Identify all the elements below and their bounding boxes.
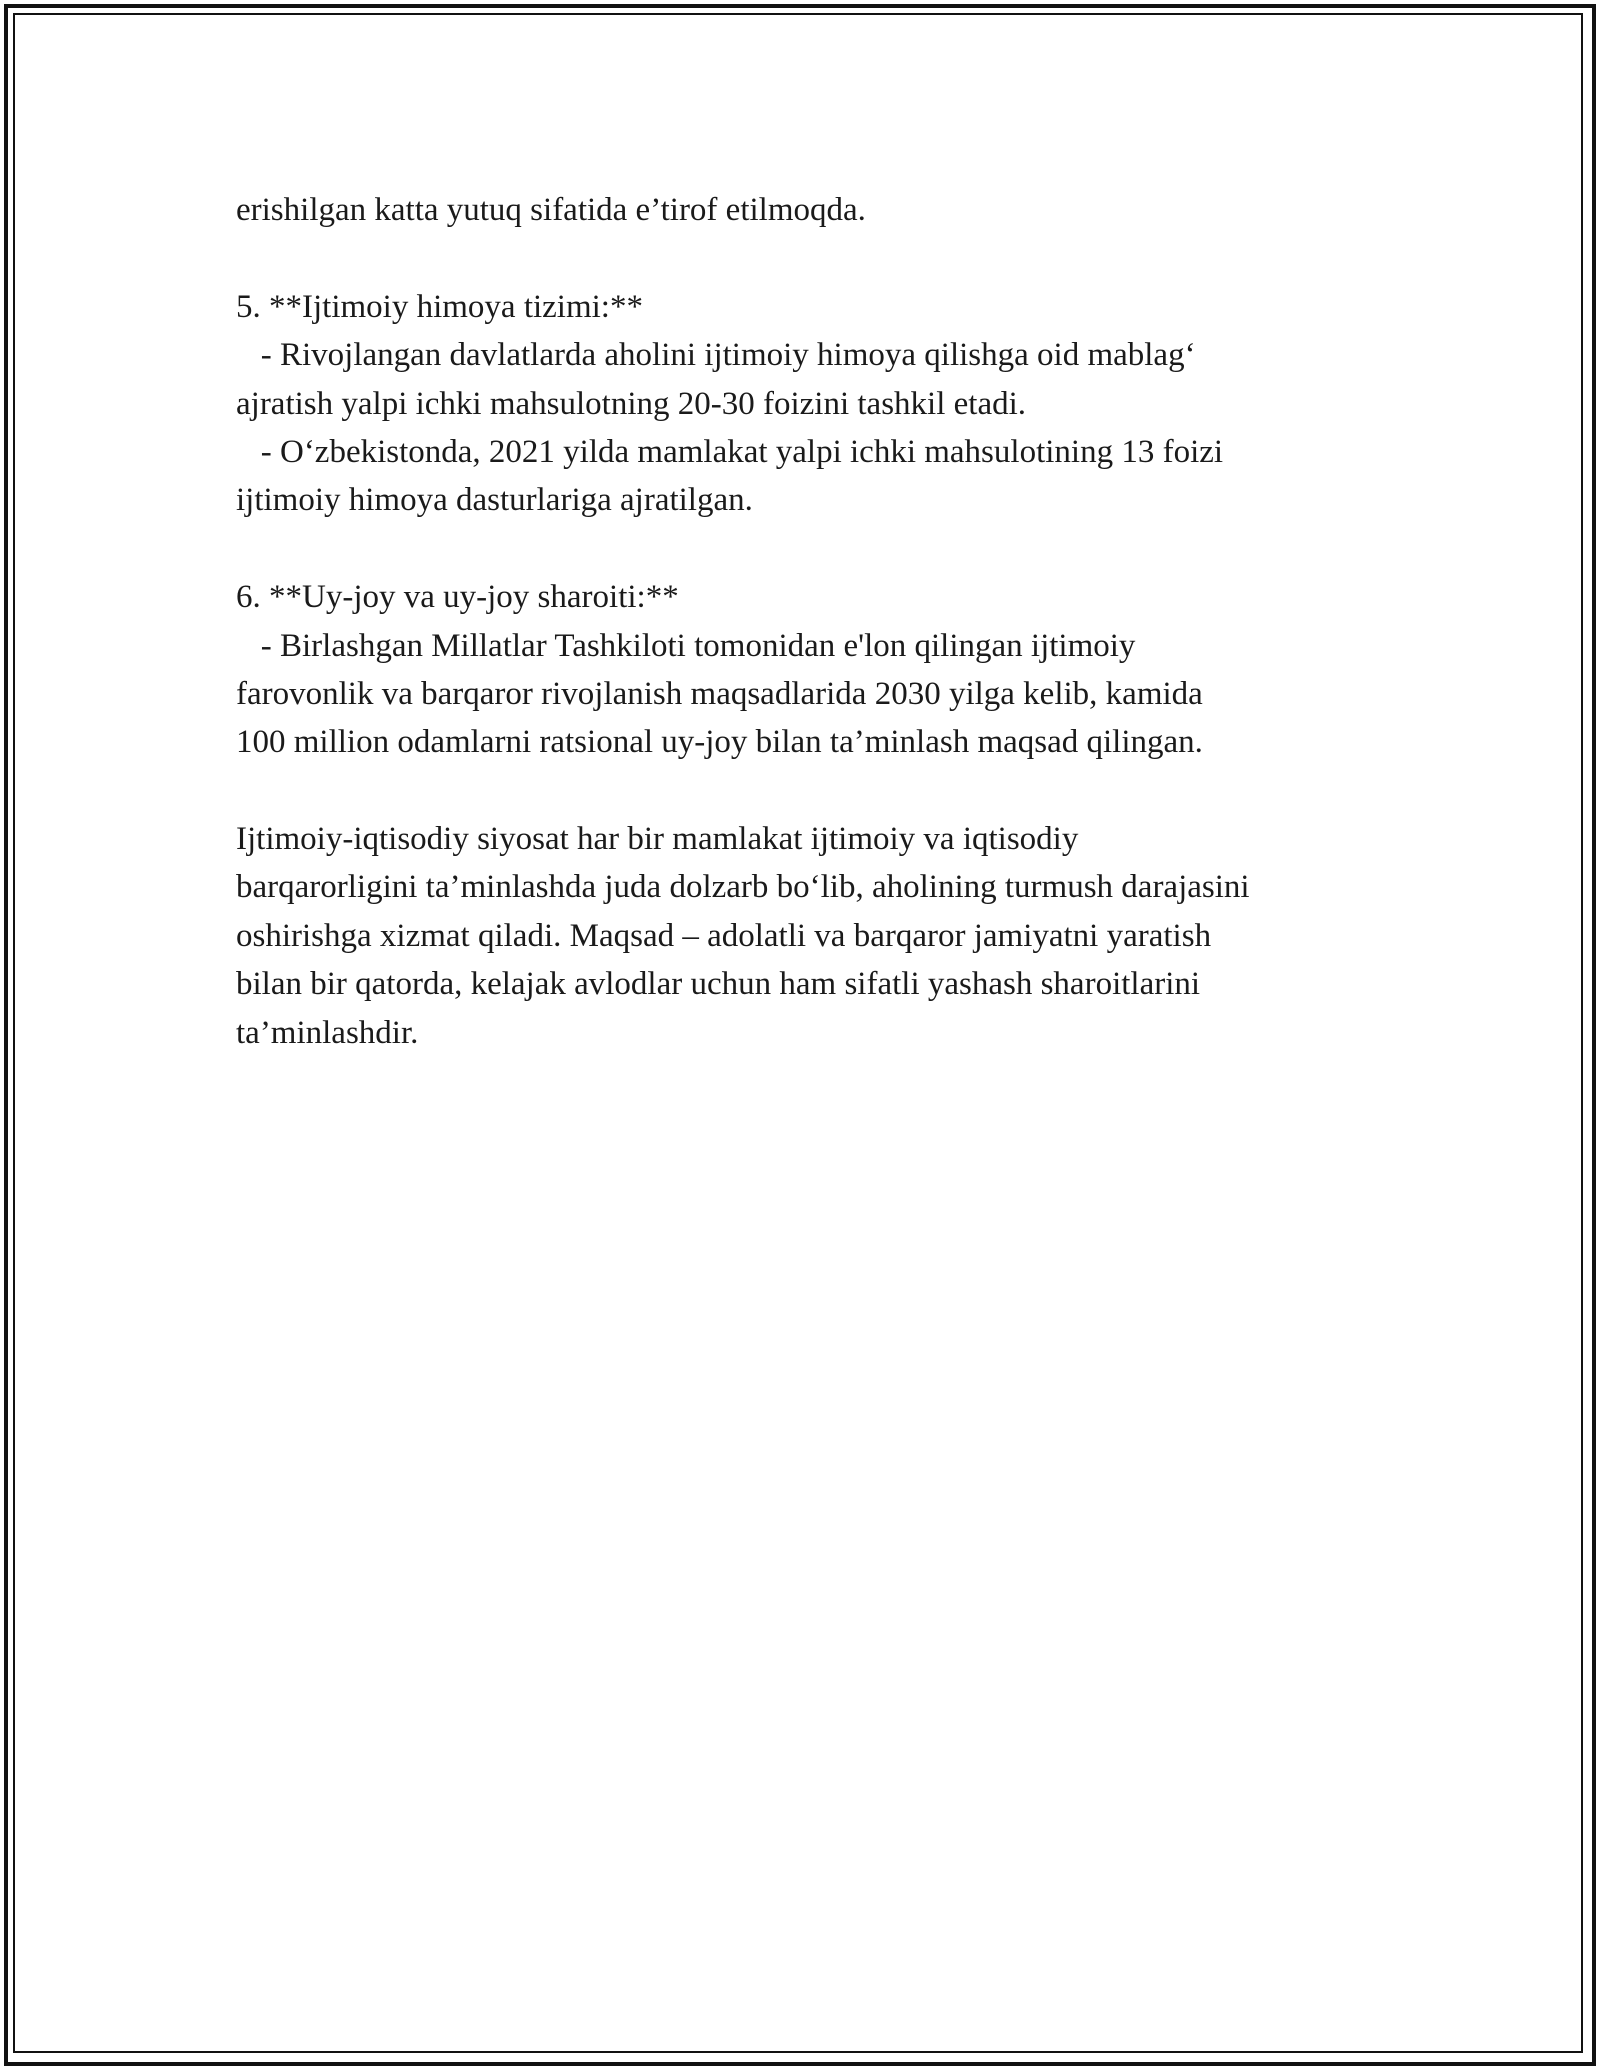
opening-line: erishilgan katta yutuq sifatida e’tirof etilmoqda. bbox=[236, 192, 866, 228]
conclusion-line: oshirishga xizmat qiladi. Maqsad – adolatli va barqaror jamiyatni yaratish bbox=[236, 917, 1212, 954]
document-body bbox=[236, 186, 1386, 1057]
conclusion-line: Ijtimoiy-iqtisodiy siyosat har bir mamlakat ijtimoiy va iqtisodiy bbox=[236, 821, 1079, 858]
section-5-line: - Rivojlangan davlatlarda aholini ijtimoiy himoya qilishga oid mablag‘ bbox=[236, 337, 1196, 374]
conclusion-line: ta’minlashdir. bbox=[236, 1014, 419, 1051]
section-6-heading: 6. **Uy-joy va uy-joy sharoiti:** bbox=[236, 579, 679, 616]
section-5-line: - O‘zbekistonda, 2021 yilda mamlakat yalpi ichki mahsulotining 13 foizi bbox=[236, 433, 1224, 470]
paragraph-gap bbox=[236, 234, 1386, 282]
section-5-heading: 5. **Ijtimoiy himoya tizimi:** bbox=[236, 288, 643, 325]
section-6-line: 100 million odamlarni ratsional uy-joy bilan ta’minlash maqsad qilingan. bbox=[236, 724, 1203, 761]
conclusion-line: bilan bir qatorda, kelajak avlodlar uchun ham sifatli yashash sharoitlarini bbox=[236, 966, 1201, 1003]
section-6-line: farovonlik va barqaror rivojlanish maqsadlarida 2030 yilga kelib, kamida bbox=[236, 675, 1203, 712]
section-6-line: - Birlashgan Millatlar Tashkiloti tomonidan e'lon qilingan ijtimoiy bbox=[236, 627, 1136, 664]
section-5-line: ajratish yalpi ichki mahsulotning 20-30 foizini tashkil etadi. bbox=[236, 385, 1027, 422]
paragraph-gap bbox=[236, 767, 1386, 815]
conclusion-line: barqarorligini ta’minlashda juda dolzarb bo‘lib, aholining turmush darajasini bbox=[236, 869, 1250, 906]
section-5-line: ijtimoiy himoya dasturlariga ajratilgan. bbox=[236, 482, 753, 519]
paragraph-gap bbox=[236, 525, 1386, 573]
